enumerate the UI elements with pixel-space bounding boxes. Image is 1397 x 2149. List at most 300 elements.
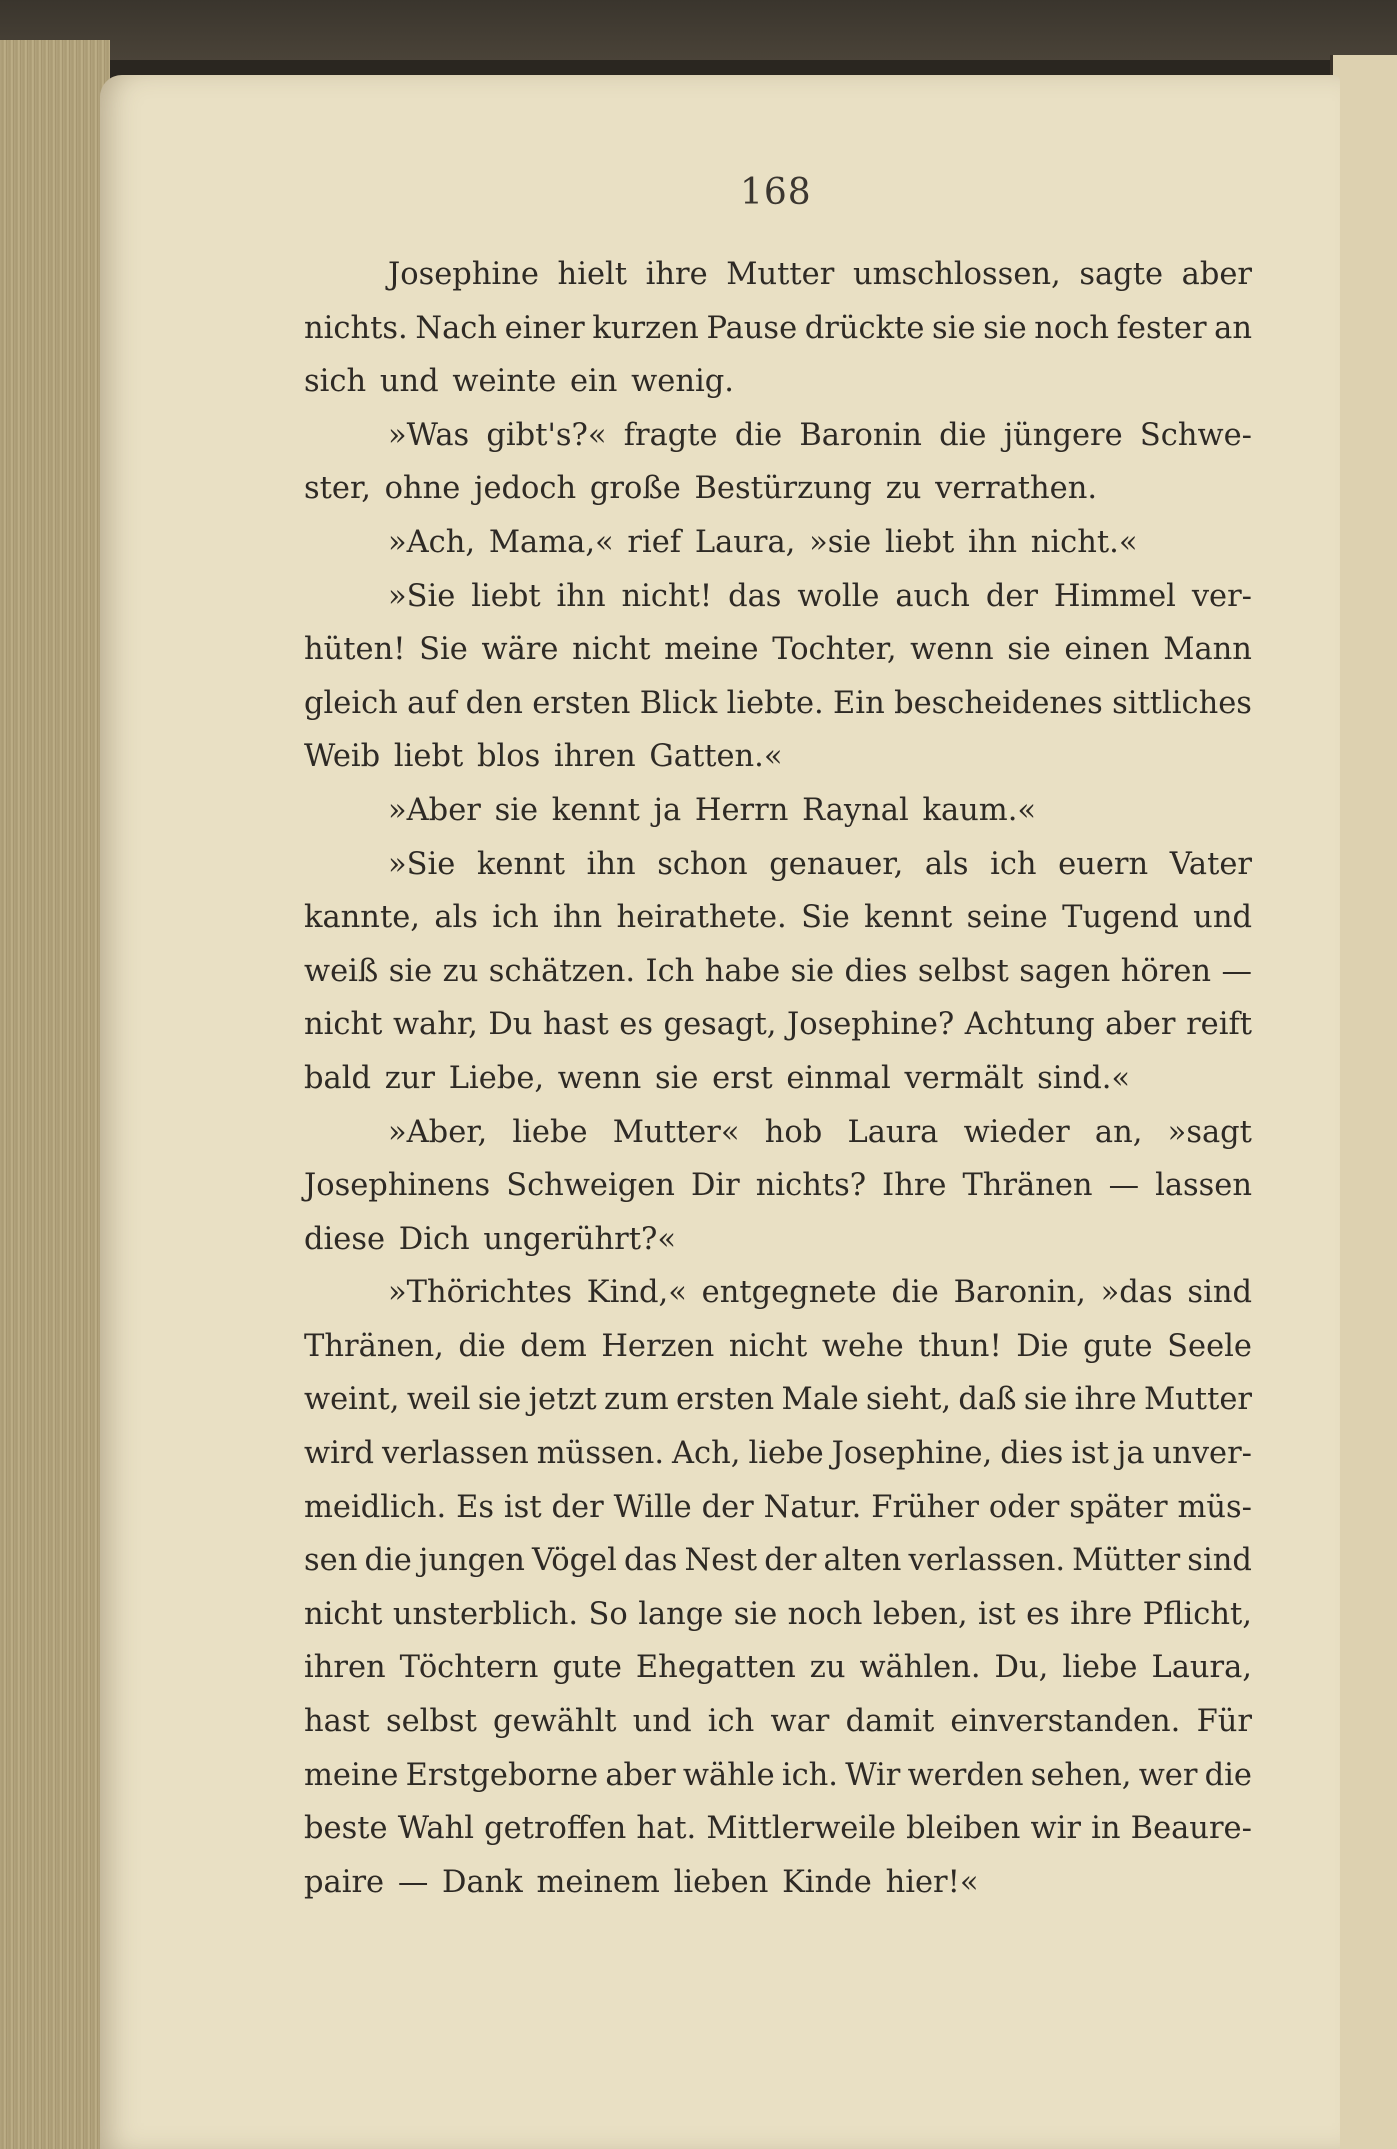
word: Baronin: [799, 417, 922, 453]
word: Kind,«: [586, 1275, 687, 1311]
word: »Ach,: [388, 524, 476, 560]
word: Es: [456, 1489, 495, 1525]
text-line: [304, 784, 1252, 838]
word: Josephinens: [304, 1168, 491, 1204]
word: —: [1108, 1168, 1140, 1204]
word: hast: [543, 1007, 609, 1043]
word: umschlossen,: [852, 257, 1061, 292]
word: an,: [1094, 1114, 1143, 1150]
word: ich: [707, 1704, 755, 1740]
word: kannte,: [304, 900, 420, 936]
word: weinte: [452, 364, 557, 400]
word: der: [985, 578, 1038, 614]
text-line: [304, 1481, 1252, 1535]
word: das: [728, 578, 782, 614]
word: habe: [704, 953, 781, 989]
word: wir: [1030, 1811, 1081, 1847]
word: weil: [406, 1382, 471, 1418]
word: liebt: [884, 524, 955, 560]
word: Vater: [1169, 846, 1252, 882]
word: Wir: [845, 1757, 901, 1793]
word: wehe: [821, 1328, 904, 1364]
word: nicht: [728, 1328, 808, 1364]
word: »Sie: [388, 578, 456, 614]
word: sie: [494, 792, 539, 828]
word: Herzen: [601, 1328, 715, 1364]
word: einer: [504, 310, 585, 346]
word: nicht: [304, 1596, 383, 1632]
text-line: [304, 1266, 1252, 1320]
word: es: [619, 1007, 653, 1043]
word: jetzt: [528, 1382, 597, 1418]
word: ihren: [554, 739, 636, 775]
text-line: [304, 1159, 1252, 1213]
word: an: [1214, 310, 1252, 346]
word: aber: [1181, 257, 1252, 292]
word: verrathen.: [935, 471, 1098, 507]
word: vermält: [904, 1060, 1024, 1096]
word: Sie: [419, 632, 468, 668]
word: zur: [384, 1060, 436, 1096]
word: lieben: [673, 1864, 769, 1900]
word: Gatten.«: [649, 739, 783, 775]
word: Weib: [304, 739, 381, 775]
word: ist: [1071, 1436, 1109, 1472]
word: noch: [787, 1596, 863, 1632]
word: blos: [476, 739, 541, 775]
word: ja: [653, 792, 682, 828]
word: nicht.«: [1030, 524, 1138, 560]
word: Für: [1196, 1704, 1252, 1740]
word: entgegnete: [701, 1275, 877, 1311]
text-line: [304, 1373, 1252, 1427]
word: hob: [764, 1114, 823, 1150]
text-line: [304, 1427, 1252, 1481]
word: Josephine: [388, 257, 539, 292]
word: sie: [932, 310, 976, 346]
word: liebt: [471, 578, 541, 614]
word: Töchtern: [399, 1650, 539, 1686]
word: lange: [638, 1596, 724, 1632]
word: wolle: [797, 578, 880, 614]
word: Du: [488, 1007, 533, 1043]
word: kennt: [864, 900, 953, 936]
word: wieder: [963, 1114, 1070, 1150]
word: in: [1091, 1811, 1121, 1847]
word: der: [551, 1489, 604, 1525]
word: getroffen: [484, 1811, 627, 1847]
word: Herrn: [694, 792, 789, 828]
word: auch: [895, 578, 970, 614]
word: sieht,: [866, 1382, 952, 1418]
word: Male: [781, 1382, 859, 1418]
word: ich: [492, 900, 539, 936]
word: nicht!: [621, 578, 713, 614]
word: nicht: [572, 632, 651, 668]
word: sich: [304, 364, 367, 400]
word: »Aber: [388, 792, 481, 828]
word: Baronin,: [953, 1275, 1086, 1311]
word: es: [1026, 1596, 1060, 1632]
text-line: [304, 409, 1252, 463]
text-line: [304, 462, 1252, 516]
text-line: [304, 302, 1252, 356]
word: Kinde: [782, 1864, 872, 1900]
word: sind: [1187, 1543, 1252, 1579]
word: jungen: [418, 1543, 525, 1579]
word: Vögel: [532, 1543, 617, 1579]
word: hüten!: [304, 632, 406, 668]
text-line: [304, 1802, 1252, 1856]
word: »sagt: [1167, 1114, 1252, 1150]
word: sagen: [1019, 953, 1111, 989]
word: Mutter: [726, 257, 835, 292]
word: sie: [388, 953, 433, 989]
word: die: [734, 417, 783, 453]
word: daß: [958, 1382, 1017, 1418]
word: Früher: [871, 1489, 979, 1525]
word: genauer,: [769, 846, 904, 882]
word: sind.«: [1037, 1060, 1131, 1096]
word: der: [764, 1543, 817, 1579]
word: bleiben: [906, 1811, 1021, 1847]
word: den: [465, 685, 523, 721]
word: sie: [733, 1596, 778, 1632]
body-text: [304, 248, 1252, 1909]
word: nichts?: [755, 1168, 867, 1204]
word: liebe: [1062, 1650, 1138, 1686]
text-line: [304, 355, 1252, 409]
text-line: [304, 248, 1252, 302]
word: ihren: [304, 1650, 386, 1686]
text-line: [304, 1856, 1252, 1910]
text-line: [304, 677, 1252, 731]
word: ist: [503, 1489, 542, 1525]
word: und: [379, 364, 439, 400]
word: fester: [1116, 310, 1207, 346]
text-line: [304, 891, 1252, 945]
word: ihn: [968, 524, 1018, 560]
word: einen: [1064, 632, 1150, 668]
word: Ehegatten: [635, 1650, 796, 1686]
word: einverstanden.: [950, 1704, 1181, 1740]
word: Ihre: [882, 1168, 947, 1204]
word: Laura: [847, 1114, 939, 1150]
word: Mama,«: [488, 524, 614, 560]
word: schon: [657, 846, 748, 882]
word: Wille: [613, 1489, 692, 1525]
page-stack-edge: [0, 40, 110, 2149]
word: gute: [1083, 1328, 1153, 1364]
word: gibt's?«: [486, 417, 607, 453]
word: gewählt: [493, 1704, 617, 1740]
word: meine: [664, 632, 759, 668]
word: Liebe,: [448, 1060, 545, 1096]
word: ist: [977, 1596, 1016, 1632]
word: ungerührt?«: [483, 1221, 676, 1257]
word: ihn: [586, 846, 636, 882]
word: die: [939, 417, 987, 453]
word: leben,: [872, 1596, 968, 1632]
text-line: [304, 1320, 1252, 1374]
word: Mann: [1163, 632, 1252, 668]
word: die: [458, 1328, 506, 1364]
word: noch: [1034, 310, 1109, 346]
word: ersten: [675, 1382, 775, 1418]
word: kaum.«: [922, 792, 1037, 828]
word: Seele: [1167, 1328, 1252, 1364]
word: aber: [1105, 1007, 1176, 1043]
word: lassen: [1155, 1168, 1252, 1204]
word: meidlich.: [304, 1489, 447, 1525]
word: ich: [990, 846, 1037, 882]
text-line: [304, 1695, 1252, 1749]
word: sie: [477, 1382, 522, 1418]
word: zu: [442, 953, 479, 989]
text-line: [304, 838, 1252, 892]
word: wäre: [481, 632, 559, 668]
word: sind: [1187, 1275, 1252, 1311]
word: Nest: [684, 1543, 758, 1579]
word: Mittlerweile: [706, 1811, 896, 1847]
word: Mutter«: [612, 1114, 740, 1150]
word: beste: [304, 1811, 388, 1847]
word: zu: [885, 471, 922, 507]
word: Mutter: [1143, 1382, 1252, 1418]
word: verlassen: [381, 1436, 529, 1472]
word: gleich: [304, 685, 398, 721]
word: Tugend: [1062, 900, 1179, 936]
word: hielt: [557, 257, 628, 292]
word: liebt: [393, 739, 464, 775]
word: aber: [605, 1757, 676, 1793]
word: »Thörichtes: [388, 1275, 573, 1311]
word: Ein: [833, 685, 885, 721]
word: dem: [520, 1328, 587, 1364]
word: meine: [304, 1757, 399, 1793]
text-line: [304, 623, 1252, 677]
word: Thränen: [962, 1168, 1093, 1204]
word: ihn: [553, 900, 603, 936]
word: wird: [304, 1436, 374, 1472]
word: jedoch: [474, 471, 577, 507]
word: —: [1221, 953, 1252, 989]
word: Du,: [994, 1650, 1049, 1686]
word: diese: [304, 1221, 386, 1257]
word: Wahl: [397, 1811, 474, 1847]
text-line: [304, 1213, 1252, 1267]
text-line: [304, 1052, 1252, 1106]
word: und: [632, 1704, 692, 1740]
word: liebte.: [726, 685, 824, 721]
word: Schweigen: [506, 1168, 675, 1204]
word: Mütter: [1072, 1543, 1181, 1579]
word: ersten: [532, 685, 631, 721]
word: sen: [304, 1543, 358, 1579]
word: Blick: [639, 685, 718, 721]
word: müs-: [1177, 1489, 1252, 1525]
word: Bestürzung: [694, 471, 872, 507]
word: ver-: [1191, 578, 1252, 614]
word: Natur.: [763, 1489, 862, 1525]
word: die: [1204, 1757, 1252, 1793]
word: selbst: [917, 953, 1009, 989]
word: war: [770, 1704, 830, 1740]
word: und: [1193, 900, 1252, 936]
word: Ich: [645, 953, 695, 989]
word: thun!: [918, 1328, 1002, 1364]
word: als: [924, 846, 969, 882]
word: nichts.: [304, 310, 408, 346]
word: auf: [407, 685, 457, 721]
word: selbst: [385, 1704, 477, 1740]
word: sie: [654, 1060, 699, 1096]
text-line: [304, 1106, 1252, 1160]
word: kennt: [476, 846, 566, 882]
word: später: [1069, 1489, 1168, 1525]
word: rief: [627, 524, 682, 560]
word: gute: [552, 1650, 622, 1686]
word: Dank: [442, 1864, 523, 1900]
word: »Was: [388, 417, 470, 453]
text-line: [304, 945, 1252, 999]
word: Pflicht,: [1142, 1596, 1252, 1632]
word: reift: [1186, 1007, 1252, 1043]
text-line: [304, 516, 1252, 570]
word: wähle: [682, 1757, 775, 1793]
word: Pause: [706, 310, 798, 346]
word: »das: [1100, 1275, 1173, 1311]
word: ohne: [384, 471, 461, 507]
word: schätzen.: [488, 953, 636, 989]
word: große: [589, 471, 681, 507]
word: sagte: [1079, 257, 1164, 292]
word: ja: [1116, 1436, 1145, 1472]
word: werden: [907, 1757, 1024, 1793]
word: Josephine,: [831, 1436, 993, 1472]
word: sittliches: [1112, 685, 1252, 721]
book-top-edge: [0, 0, 1397, 60]
word: sehen,: [1030, 1757, 1132, 1793]
word: als: [434, 900, 478, 936]
text-line: [304, 998, 1252, 1052]
word: »Aber,: [388, 1114, 488, 1150]
word: So: [588, 1596, 628, 1632]
word: ich.: [781, 1757, 839, 1793]
word: jüngere: [1003, 417, 1123, 453]
word: Sie: [801, 900, 850, 936]
word: Nach: [415, 310, 497, 346]
word: paire: [304, 1864, 385, 1900]
word: ihre: [1074, 1382, 1137, 1418]
word: wer: [1138, 1757, 1198, 1793]
word: oder: [988, 1489, 1060, 1525]
word: die: [364, 1543, 412, 1579]
word: meinem: [536, 1864, 660, 1900]
word: erst: [712, 1060, 773, 1096]
word: hören: [1120, 953, 1212, 989]
text-line: [304, 1749, 1252, 1803]
word: müssen.: [536, 1436, 665, 1472]
word: sie: [1023, 1382, 1068, 1418]
word: Dir: [690, 1168, 740, 1204]
page-number: 168: [740, 172, 812, 213]
word: Schwe-: [1139, 417, 1252, 453]
word: unver-: [1152, 1436, 1252, 1472]
word: »sie: [809, 524, 872, 560]
word: Ach,: [672, 1436, 741, 1472]
word: nicht: [304, 1007, 383, 1043]
word: hast: [304, 1704, 370, 1740]
word: seine: [966, 900, 1048, 936]
word: ihre: [1070, 1596, 1133, 1632]
word: zum: [604, 1382, 669, 1418]
word: ihre: [645, 257, 708, 292]
word: sie: [790, 953, 835, 989]
word: sie: [983, 310, 1027, 346]
word: liebe: [512, 1114, 588, 1150]
text-line: [304, 1641, 1252, 1695]
word: »Sie: [388, 846, 456, 882]
word: sie: [1007, 632, 1051, 668]
word: alten: [823, 1543, 902, 1579]
word: ihn: [556, 578, 606, 614]
word: bescheidenes: [894, 685, 1103, 721]
word: Laura,: [1151, 1650, 1252, 1686]
word: wenn: [557, 1060, 642, 1096]
word: wenig.: [631, 364, 734, 400]
word: drückte: [804, 310, 925, 346]
word: der: [701, 1489, 754, 1525]
text-line: [304, 570, 1252, 624]
word: wahr,: [392, 1007, 478, 1043]
word: heirathete.: [616, 900, 787, 936]
word: euern: [1058, 846, 1149, 882]
word: hat.: [636, 1811, 697, 1847]
next-page-edge: [1330, 55, 1397, 2149]
word: die: [891, 1275, 939, 1311]
word: Dich: [398, 1221, 470, 1257]
text-line: [304, 1534, 1252, 1588]
word: Thränen,: [304, 1328, 444, 1364]
word: wählen.: [859, 1650, 981, 1686]
word: Achtung: [964, 1007, 1095, 1043]
word: Himmel: [1053, 578, 1176, 614]
word: dies: [844, 953, 908, 989]
word: damit: [845, 1704, 935, 1740]
word: ein: [569, 364, 618, 400]
word: bald: [304, 1060, 371, 1096]
word: Erstgeborne: [405, 1757, 599, 1793]
word: zu: [809, 1650, 846, 1686]
word: Beaure-: [1130, 1811, 1252, 1847]
word: Die: [1016, 1328, 1069, 1364]
word: ster,: [304, 471, 371, 507]
word: einmal: [786, 1060, 891, 1096]
text-line: [304, 1588, 1252, 1642]
word: wenn: [910, 632, 994, 668]
word: das: [624, 1543, 678, 1579]
word: dies: [1000, 1436, 1064, 1472]
word: hier!«: [885, 1864, 979, 1900]
word: weiß: [304, 953, 379, 989]
word: Raynal: [802, 792, 909, 828]
text-line: [304, 730, 1252, 784]
word: Tochter,: [772, 632, 897, 668]
word: gesagt,: [663, 1007, 777, 1043]
word: liebe: [748, 1436, 824, 1472]
word: fragte: [623, 417, 718, 453]
